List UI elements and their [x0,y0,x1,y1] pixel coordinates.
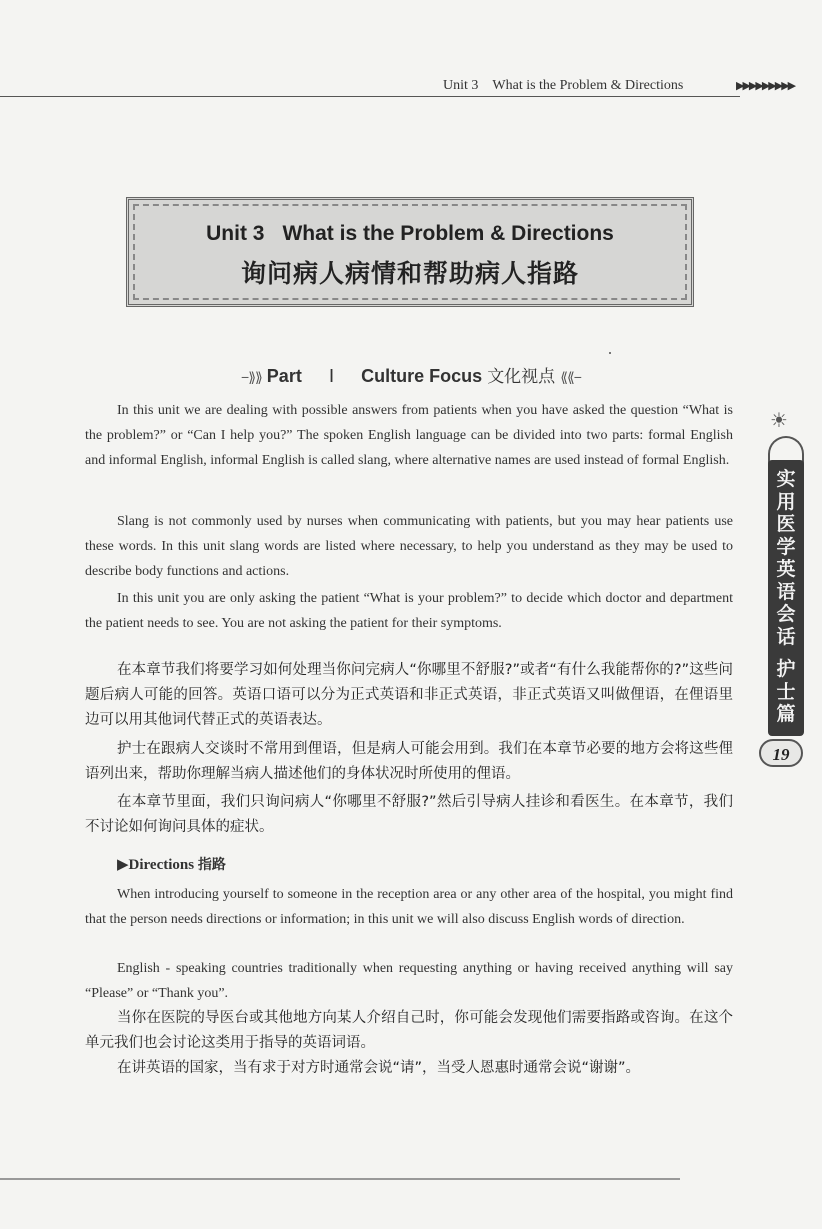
unit-title-zh: 询问病人病情和帮助病人指路 [240,259,579,288]
paragraph-en-3: In this unit you are only asking the patient “What is your problem?” to decide which doctor and department the patient needs to see. You are not asking the patient for their symptoms. [85,591,733,631]
directions-label: Directions [128,857,195,873]
unit-title-number: Unit 3 [206,222,265,245]
unit-title-text: What is the Problem & Directions [282,222,614,245]
footer-rule [0,1178,680,1180]
side-char: 护 [776,658,796,680]
side-char: 话 [776,625,796,648]
unit-title-en [129,222,691,246]
side-char: 篇 [776,703,796,725]
directions-heading [117,854,226,874]
ornament-left-icon: −⟫⟫ [241,369,262,385]
side-char: 英 [776,558,796,580]
play-icon: ▶ [117,857,129,873]
part-title-en: Culture Focus [361,366,483,386]
paragraph-en-1: In this unit we are dealing with possible answers from patients when you have asked the question “What is the problem?” or “Can I help you?” The spoken English language can be divided into two parts: formal English and informal English, informal English is called slang, where alternative names are used instead of formal English. [85,403,733,468]
sun-icon: ☀ [770,410,788,432]
side-char: 会 [776,603,796,625]
header-title: What is the Problem & Directions [492,78,684,93]
page-number: 19 [759,739,803,767]
paragraph-zh-5: 在讲英语的国家，当有求于对方时通常会说“请”，当受人恩惠时通常会说“谢谢”。 [117,1060,641,1076]
paragraph-zh-4: 当你在医院的导医台或其他地方向某人介绍自己时，你可能会发现他们需要指路或咨询。在这个单元我们也会讨论这类用于指导的英语词语。 [85,1010,733,1051]
part-label: Part [266,366,302,386]
side-char: 用 [776,490,796,513]
side-tab-text [768,468,804,726]
paragraph-en-5: English - speaking countries traditionally when requesting anything or having received anything will say “Please” or “Thank you”. [85,961,733,1001]
speck [609,352,611,354]
directions-label-zh: 指路 [197,857,226,873]
side-char: 医 [776,513,796,535]
paragraph-en-4: When introducing yourself to someone in the reception area or any other area of the hospital, you might find that the person needs directions or information; in this unit we will also discuss English words of direction. [85,887,733,927]
unit-title-box [126,197,694,307]
header-arrows-icon: ▶▶▶▶▶▶▶▶▶ [736,80,795,92]
running-header [443,78,683,94]
side-char: 实 [776,468,796,490]
side-gap [768,648,804,658]
side-char: 学 [776,535,796,558]
header-rule [0,96,740,97]
header-unit: Unit 3 [443,78,479,93]
paragraph-en-2: Slang is not commonly used by nurses when communicating with patients, but you may hear patients use these words. In this unit slang words are listed where necessary, to help you understand as they may be used to describe body functions and actions. [85,514,733,579]
paragraph-zh-2: 护士在跟病人交谈时不常用到俚语，但是病人可能会用到。我们在本章节必要的地方会将这些俚语列出来，帮助你理解当病人描述他们的身体状况时所使用的俚语。 [85,741,733,782]
paragraph-zh-3: 在本章节里面，我们只询问病人“你哪里不舒服?”然后引导病人挂诊和看医生。在本章节，我们不讨论如何询问具体的症状。 [85,794,733,835]
part-numeral: Ⅰ [328,366,335,386]
paragraph-zh-1: 在本章节我们将要学习如何处理当你问完病人“你哪里不舒服?”或者“有什么我能帮你的?”这些问题后病人可能的回答。英语口语可以分为正式英语和非正式英语，非正式英语又叫做俚语，在俚语里边可以用其他词代替正式的英语表达。 [85,662,733,728]
side-char: 语 [776,580,796,603]
side-tab [762,408,808,750]
part-title-zh: 文化视点 [487,367,556,387]
ornament-right-icon: ⟪⟪− [560,369,581,385]
side-char: 士 [776,680,796,703]
part-heading [0,362,822,387]
